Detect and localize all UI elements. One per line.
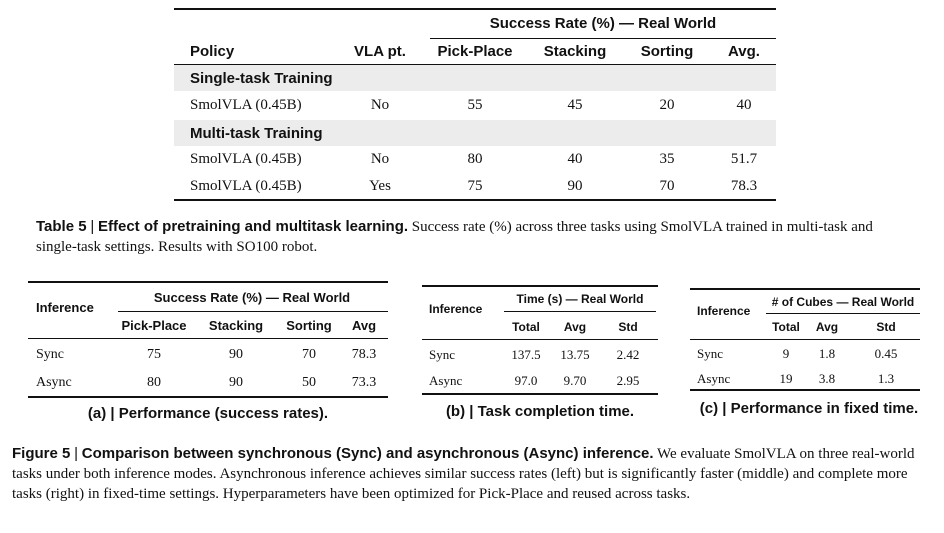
row-header-inference: Inference: [36, 300, 94, 315]
cell-policy: SmolVLA (0.45B): [190, 178, 302, 194]
column-header-std: Std: [618, 320, 638, 334]
cell-inference: Sync: [36, 347, 64, 362]
subcaption-a: (a) | Performance (success rates).: [87, 405, 329, 422]
cell-avg: 3.8: [818, 371, 836, 386]
top-rule: [174, 8, 776, 10]
column-header-total: Total: [512, 320, 540, 334]
cell-vla-pt: Yes: [369, 178, 391, 194]
cell-avg: 78.3: [351, 347, 377, 362]
bottom-rule: [28, 396, 388, 398]
cell-vla-pt: No: [370, 97, 390, 113]
cell-stacking: 90: [229, 347, 243, 362]
table-5-caption: [36, 217, 916, 257]
section-label-single-task: Single-task Training: [190, 70, 333, 87]
group-header: Success Rate (%) — Real World: [489, 15, 717, 32]
column-header-policy: Policy: [190, 43, 235, 60]
group-rule: [766, 313, 920, 314]
top-rule: [690, 288, 920, 290]
caption-separator: |: [74, 445, 79, 462]
column-header-avg: Avg: [351, 318, 377, 333]
figure-5-caption: [12, 444, 938, 504]
row-header-inference: Inference: [697, 304, 751, 318]
cell-total: 9: [782, 346, 790, 361]
column-header-avg: Avg.: [728, 43, 760, 60]
header-rule: [28, 338, 388, 339]
cell-pick-place: 80: [147, 375, 161, 390]
cell-std: 2.42: [616, 347, 640, 362]
cell-inference: Sync: [697, 346, 723, 361]
cell-sorting: 35: [659, 151, 675, 167]
cell-stacking: 90: [567, 178, 583, 194]
column-header-stacking: Stacking: [543, 43, 607, 60]
column-header-sorting: Sorting: [286, 318, 332, 333]
caption-label: Table 5: [36, 218, 87, 235]
cell-inference: Async: [697, 371, 731, 386]
caption-text: We evaluate SmolVLA on three real-world tasks under both inference modes. Asynchronous inference achieves similar success rates (left) but is significantly faster (middle) and complete more tasks (right) in fixed-time settings. Hyperparameters have been optimized for Pick-Place and reused across tasks.: [12, 446, 915, 502]
cell-sorting: 70: [659, 178, 675, 194]
cell-avg: 78.3: [730, 178, 758, 194]
column-header-pick-place: Pick-Place: [437, 43, 513, 60]
row-header-inference: Inference: [429, 302, 483, 316]
cell-avg: 51.7: [730, 151, 758, 167]
cell-sorting: 20: [659, 97, 675, 113]
cell-avg: 13.75: [560, 347, 590, 362]
bottom-rule: [422, 393, 658, 395]
cell-pick-place: 75: [147, 347, 161, 362]
cell-total: 97.0: [514, 373, 538, 388]
column-header-avg: Avg: [815, 320, 839, 334]
group-rule: [430, 38, 776, 39]
column-header-pick-place: Pick-Place: [121, 318, 187, 333]
header-rule: [422, 339, 658, 340]
caption-separator: |: [90, 218, 95, 235]
column-header-sorting: Sorting: [640, 43, 694, 60]
cell-sorting: 50: [302, 375, 316, 390]
group-rule: [504, 311, 656, 312]
bottom-rule: [690, 389, 920, 391]
cell-pick-place: 80: [467, 151, 483, 167]
cell-std: 0.45: [874, 346, 898, 361]
cell-stacking: 40: [567, 151, 583, 167]
column-header-stacking: Stacking: [208, 318, 264, 333]
cell-std: 2.95: [616, 373, 640, 388]
column-header-std: Std: [876, 320, 896, 334]
cell-sorting: 70: [302, 347, 316, 362]
cell-avg: 73.3: [351, 375, 377, 390]
caption-title: Effect of pretraining and multitask learning.: [97, 218, 409, 235]
group-header: # of Cubes — Real World: [771, 295, 915, 309]
cell-pick-place: 75: [467, 178, 483, 194]
group-header: Success Rate (%) — Real World: [153, 290, 351, 305]
cell-inference: Sync: [429, 347, 455, 362]
cell-total: 137.5: [511, 347, 541, 362]
top-rule: [28, 281, 388, 283]
cell-total: 19: [779, 371, 793, 386]
top-rule: [422, 285, 658, 287]
subcaption-b: (b) | Task completion time.: [445, 403, 635, 420]
cell-avg: 40: [736, 97, 752, 113]
column-header-avg: Avg: [563, 320, 587, 334]
cell-avg: 1.8: [818, 346, 836, 361]
group-header: Time (s) — Real World: [516, 292, 644, 306]
cell-policy: SmolVLA (0.45B): [190, 97, 302, 113]
cell-stacking: 45: [567, 97, 583, 113]
cell-pick-place: 55: [467, 97, 483, 113]
group-rule: [118, 311, 388, 312]
section-label-multi-task: Multi-task Training: [190, 125, 323, 142]
cell-avg: 9.70: [563, 373, 587, 388]
cell-policy: SmolVLA (0.45B): [190, 151, 302, 167]
column-header-vla-pt: VLA pt.: [354, 43, 406, 60]
header-rule: [690, 339, 920, 340]
cell-inference: Async: [429, 373, 463, 388]
cell-inference: Async: [36, 375, 72, 390]
subcaption-c: (c) | Performance in fixed time.: [699, 400, 919, 417]
column-header-total: Total: [772, 320, 800, 334]
caption-text: Success rate (%) across three tasks using SmolVLA trained in multi-task and single-task settings. Results with SO100 robot.: [36, 219, 873, 255]
caption-title: Comparison between synchronous (Sync) and asynchronous (Async) inference.: [81, 445, 654, 462]
cell-std: 1.3: [877, 371, 895, 386]
cell-vla-pt: No: [370, 151, 390, 167]
cell-stacking: 90: [229, 375, 243, 390]
bottom-rule: [174, 199, 776, 201]
caption-label: Figure 5: [12, 445, 71, 462]
